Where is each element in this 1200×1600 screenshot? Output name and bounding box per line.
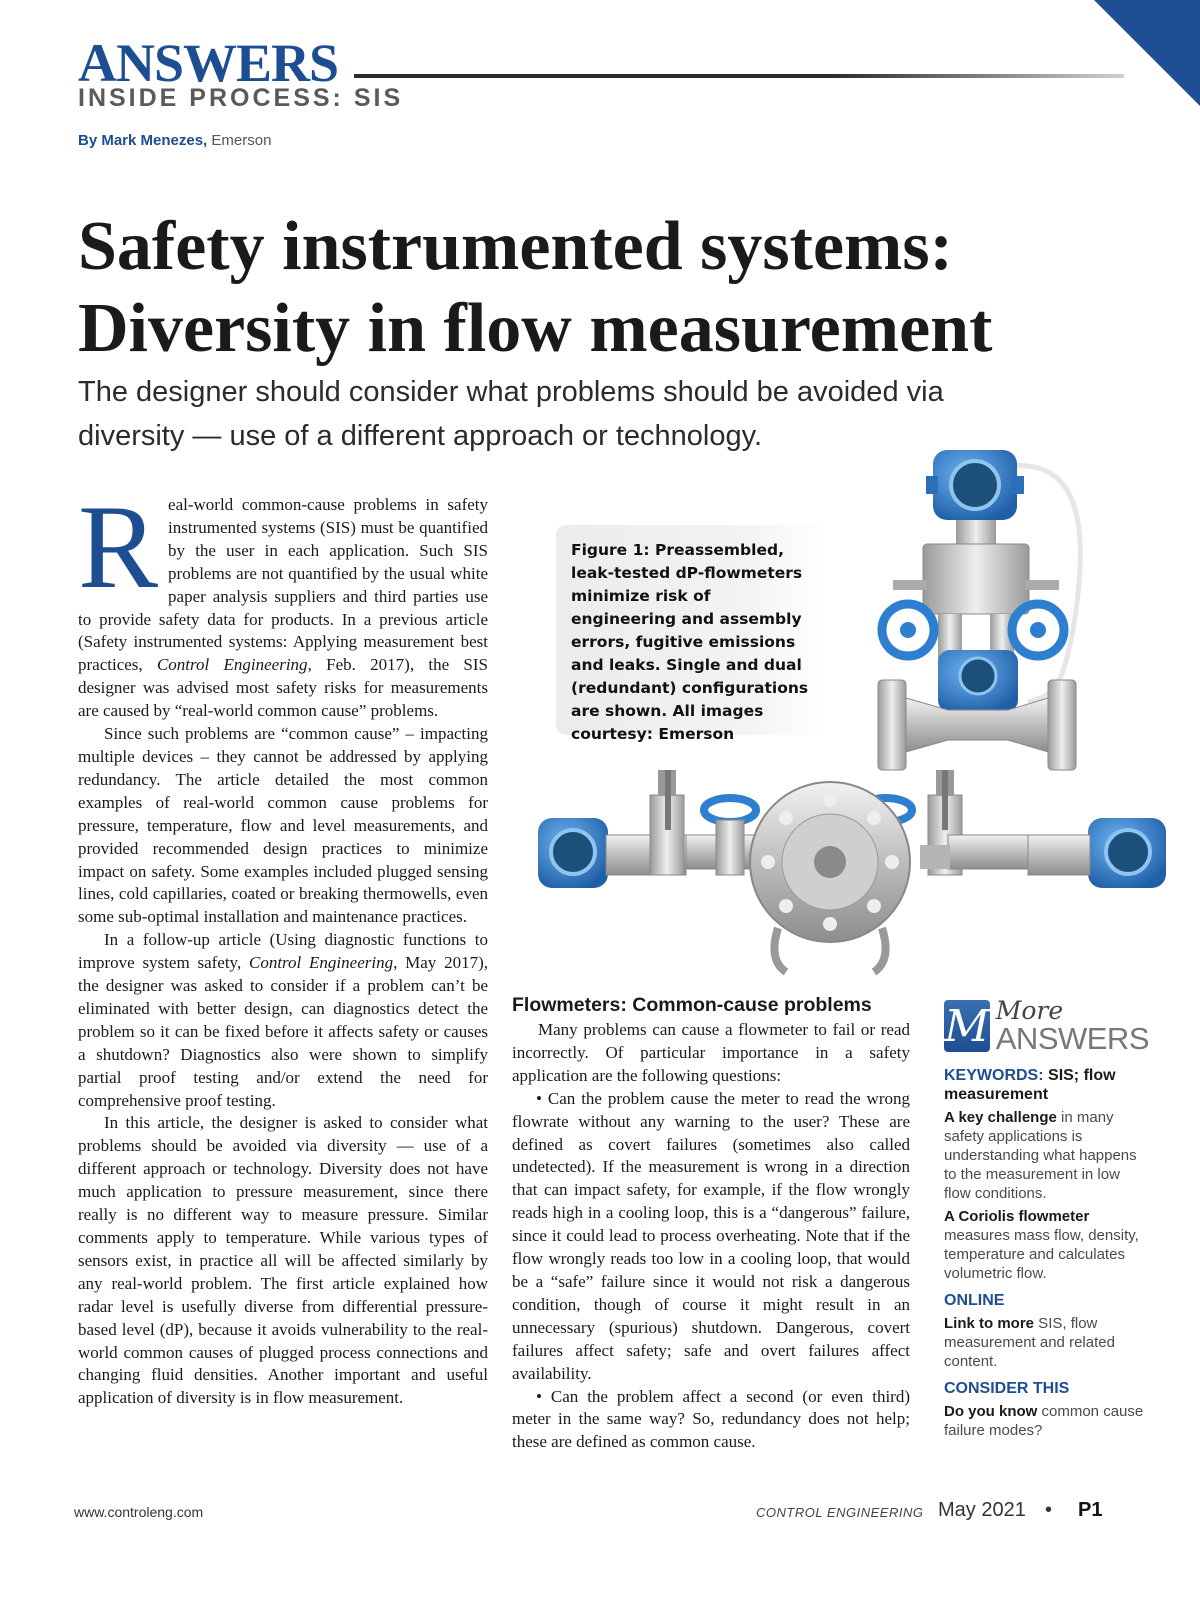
section-paragraph-1: Many problems can cause a flowmeter to fail or read incorrectly. Of particular importance in a safety application are the following questions: (512, 1020, 910, 1085)
paragraph-1-text-b: , Feb. 2017), the SIS designer was advised most safety risks for measurements are caused by “real-world common cause” problems. (78, 655, 488, 721)
section-heading: Flowmeters: Common-cause problems (512, 994, 872, 1016)
more-answers-logo (944, 996, 1149, 1056)
article-column-left (78, 480, 488, 1410)
online-link[interactable] (944, 1314, 1149, 1371)
byline (78, 132, 271, 149)
publication-name: Control Engineering (156, 655, 308, 675)
paragraph-3-text-a: In a follow-up article (Using diagnostic functions to improve system safety, (78, 930, 488, 973)
keywords-label: KEYWORDS: (944, 1067, 1044, 1084)
figure-caption: Figure 1: Preassembled, leak-tested dP-flowmeters minimize risk of engineering and assembly errors, fugitive emissions and leaks. Single and dual (redundant) configurations are shown. All images courtesy: Emerson (556, 525, 826, 735)
online-heading: ONLINE (944, 1292, 1005, 1309)
publication-name: Control Engineering (248, 953, 394, 973)
footer-date: May 2021 (938, 1499, 1026, 1521)
consider-lead: Do you know (944, 1403, 1038, 1420)
consider-heading: CONSIDER THIS (944, 1380, 1070, 1397)
consider-text: common cause failure modes? (944, 1403, 1144, 1439)
logo-more: More (995, 996, 1064, 1025)
headline-line-2: Diversity in flow measurement (78, 290, 993, 367)
article-deck: The designer should consider what problems should be avoided via diversity — use of a different approach or technology. (78, 376, 944, 452)
corner-accent (1094, 0, 1200, 106)
footer-magazine: CONTROL ENGINEERING (756, 1505, 924, 1520)
more-answers-sidebar (944, 996, 1149, 1440)
paragraph-3 (78, 929, 488, 1112)
key-point-2-text: measures mass flow, density, temperature and calculates volumetric flow. (944, 1227, 1139, 1282)
online-link-text: SIS, flow measurement and related content. (944, 1315, 1115, 1370)
headline-line-1: Safety instrumented systems: (78, 208, 953, 285)
single-flowmeter-assembly (878, 450, 1080, 770)
byline-org: Emerson (211, 132, 272, 149)
keywords-value: SIS; flow measurement (944, 1067, 1116, 1103)
consider-question (944, 1402, 1149, 1440)
dual-flowmeter-assembly (538, 770, 1166, 972)
paragraph-1 (78, 480, 488, 723)
article-column-middle (512, 1019, 910, 1454)
key-point-1-lead: A key challenge (944, 1109, 1057, 1126)
bullet-item-2: • Can the problem affect a second (or even third) meter in the same way? So, redundancy does not help; these are defined as common cause. (512, 1386, 910, 1452)
paragraph-3-text-b: , May 2017), the designer was asked to consider if a problem can’t be eliminated with better design, can diagnostics detect the problem so it can be fixed before it affects safety or causes a shutdown? Diagnostics also were shown to simplify partial proof testing and/or extend the need for comprehensive proof testing. (78, 953, 488, 1110)
key-point-2-lead: A Coriolis flowmeter (944, 1208, 1090, 1225)
key-point-2 (944, 1207, 1149, 1283)
paragraph-2: Since such problems are “common cause” – impacting multiple devices – they cannot be addressed by applying redundancy. The article detailed the most common examples of real-world common cause problems for pressure, temperature, flow and level measurements, and provided recommended design practices to minimize impact on safety. Some examples included plugged sensing lines, cold capillaries, coated or breaking thermowells, even some sub-optimal installation and maintenance practices. (78, 724, 488, 927)
brand-title: ANSWERS (78, 33, 339, 93)
page-number: P1 (1078, 1499, 1103, 1521)
footer-url[interactable]: www.controleng.com (74, 1504, 204, 1520)
article-headline (78, 206, 1158, 370)
section-label: INSIDE PROCESS: SIS (78, 84, 404, 112)
keywords (944, 1066, 1149, 1104)
more-answers-wordmark (996, 998, 1149, 1054)
drop-cap: R (78, 480, 159, 613)
paragraph-4: In this article, the designer is asked to consider what problems should be avoided via diversity — use of a different approach or technology. Diversity does not have much application to pressure measurement, since there really is no different way to measure pressure. Similar comments apply to temperature. While various types of sensors exist, in practice all will be affected similarly by any real-world problem. The first article explained how radar level is usefully diverse from differential pressure-based level (dP), because it avoids vulnerability to the real-world common causes of plugged process connections and changing fluid densities. Another important and useful application of diversity is in flow measurement. (78, 1113, 488, 1408)
m-logo-icon: M (944, 1000, 990, 1052)
header-rule (354, 74, 1124, 78)
key-point-1 (944, 1108, 1149, 1203)
bullet-item-1: • Can the problem cause the meter to read the wrong flowrate without any warning to the user? These are defined as covert failures (sometimes also called undetected). If the measurement is wrong in a direction that can impact safety, for example, if the flow wrongly reads high in a cooling loop, this is a “dangerous” failure, since it could lead to process overheating. Note that if the flow wrongly reads too low in a cooling loop, that would be a “safe” failure since it would not risk a dangerous condition, though of course it might result in an unnecessary (spurious) shutdown. Dangerous, covert failures affect safety; safe and overt failures affect availability. (512, 1088, 910, 1383)
byline-author: By Mark Menezes, (78, 132, 208, 149)
paragraph-1-text-a: eal-world common-cause problems in safety instrumented systems (SIS) must be quantified by the user in each application. Such SIS problems are not quantified by the usual white paper analysis suppliers and third parties use to provide safety data for products. In a previous article (Safety instrumented systems: Applying measurement best practices, (78, 495, 488, 675)
key-point-1-text: in many safety applications is understanding what happens to the measurement in low flow conditions. (944, 1109, 1137, 1202)
footer-separator: • (1045, 1499, 1053, 1521)
online-link-lead[interactable]: Link to more (944, 1315, 1035, 1332)
logo-answers: ANSWERS (995, 1021, 1149, 1056)
